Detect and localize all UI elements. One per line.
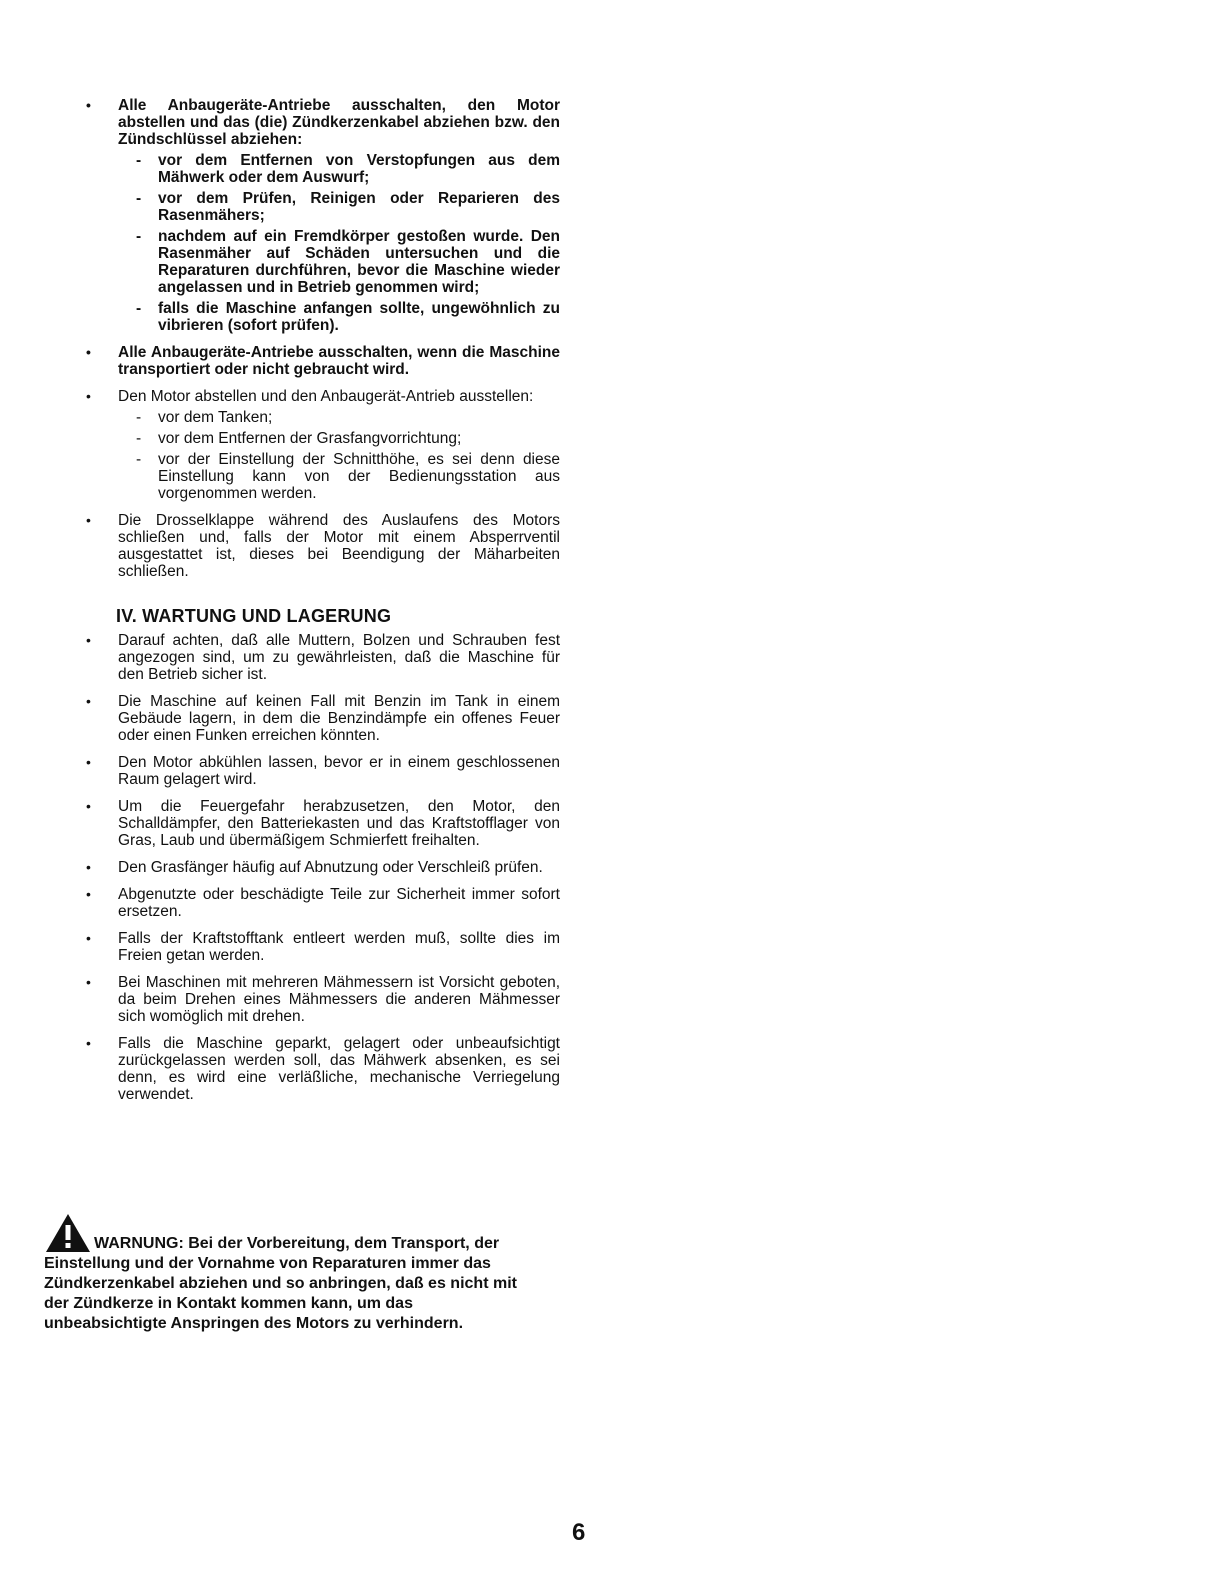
list-item-text: • Den Grasfänger häufig auf Abnutzung oder Verschleiß prüfen. — [118, 859, 543, 876]
list-item — [86, 930, 560, 964]
sub-item: - vor dem Entfernen von Verstopfungen aus dem Mähwerk oder dem Auswurf; — [128, 152, 560, 186]
list-item-text: • Abgenutzte oder beschädigte Teile zur Sicherheit immer sofort ersetzen. — [118, 886, 560, 920]
list-item-text: • Um die Feuergefahr herabzusetzen, den Motor, den Schalldämpfer, den Batteriekasten und das Kraftstofflager von Gras, Laub und übermäßigem Schmierfett freihalten. — [118, 798, 560, 849]
warning-triangle-icon — [44, 1212, 92, 1254]
sub-item: - nachdem auf ein Fremdkörper gestoßen wurde. Den Rasenmäher auf Schäden untersuchen und die Reparaturen durchführen, bevor die Maschine wieder angelassen und in Betrieb genommen wird; — [128, 228, 560, 296]
list-item-text: • Alle Anbaugeräte-Antriebe ausschalten, den Motor abstellen und das (die) Zündkerzenkabel abziehen bzw. den Zündschlüssel abziehen: — [118, 97, 560, 148]
list-item — [86, 693, 560, 744]
list-item — [86, 632, 560, 683]
list-item-text: • Den Motor abstellen und den Anbaugerät-Antrieb ausstellen: — [118, 388, 534, 405]
list-item — [86, 754, 560, 788]
warning-box — [44, 1212, 524, 1334]
list-item-text: • Bei Maschinen mit mehreren Mähmessern ist Vorsicht geboten, da beim Drehen eines Mähmessers die anderen Mähmesser sich womöglich mit drehen. — [118, 974, 560, 1025]
list-item — [86, 886, 560, 920]
list-item — [86, 859, 560, 876]
sub-item: - vor der Einstellung der Schnitthöhe, es sei denn diese Einstellung kann von der Bedienungsstation aus vorgenommen werden. — [128, 451, 560, 502]
list-item — [86, 974, 560, 1025]
list-item-text: • Falls die Maschine geparkt, gelagert oder unbeaufsichtigt zurückgelassen werden soll, das Mähwerk absenken, es sei denn, es wird eine verläßliche, mechanische Verriegelung verwendet. — [118, 1035, 560, 1103]
list-item-text: • Falls der Kraftstofftank entleert werden muß, sollte dies im Freien getan werden. — [118, 930, 560, 964]
list-item-text: • Den Motor abkühlen lassen, bevor er in einem geschlossenen Raum gelagert wird. — [118, 754, 560, 788]
list-item-text: • Darauf achten, daß alle Muttern, Bolzen und Schrauben fest angezogen sind, um zu gewährleisten, daß die Maschine für den Betrieb sicher ist. — [118, 632, 560, 683]
list-item — [86, 344, 560, 378]
list-item-text: • Alle Anbaugeräte-Antriebe ausschalten, wenn die Maschine transportiert oder nicht gebraucht wird. — [118, 344, 560, 378]
list-item — [86, 1035, 560, 1103]
page-number: 6 — [572, 1519, 586, 1546]
section-heading: IV. WARTUNG UND LAGERUNG — [116, 606, 392, 626]
text-column — [86, 97, 560, 1113]
list-item — [86, 97, 560, 334]
warning-text: WARNUNG: Bei der Vorbereitung, dem Transport, der Einstellung und der Vornahme von Reparaturen immer das Zündkerzenkabel abziehen und so anbringen, daß es nicht mit der Zündkerze in Kontakt kommen kann, um das unbeabsichtigte Anspringen des Motors zu verhindern. — [44, 1235, 517, 1332]
list-item-text: • Die Maschine auf keinen Fall mit Benzin im Tank in einem Gebäude lagern, in dem die Benzindämpfe ein offenes Feuer oder einen Funken erreichen könnten. — [118, 693, 560, 744]
list-item — [86, 512, 560, 580]
list-item-text: • Die Drosselklappe während des Auslaufens des Motors schließen und, falls der Motor mit einem Absperrventil ausgestattet ist, dieses bei Beendigung der Mäharbeiten schließen. — [118, 512, 560, 580]
sub-item: - vor dem Tanken; — [128, 409, 560, 426]
list-item — [86, 798, 560, 849]
sub-item: - falls die Maschine anfangen sollte, ungewöhnlich zu vibrieren (sofort prüfen). — [128, 300, 560, 334]
sub-item: - vor dem Prüfen, Reinigen oder Reparieren des Rasenmähers; — [128, 190, 560, 224]
sub-item: - vor dem Entfernen der Grasfangvorrichtung; — [128, 430, 560, 447]
list-item — [86, 388, 560, 502]
